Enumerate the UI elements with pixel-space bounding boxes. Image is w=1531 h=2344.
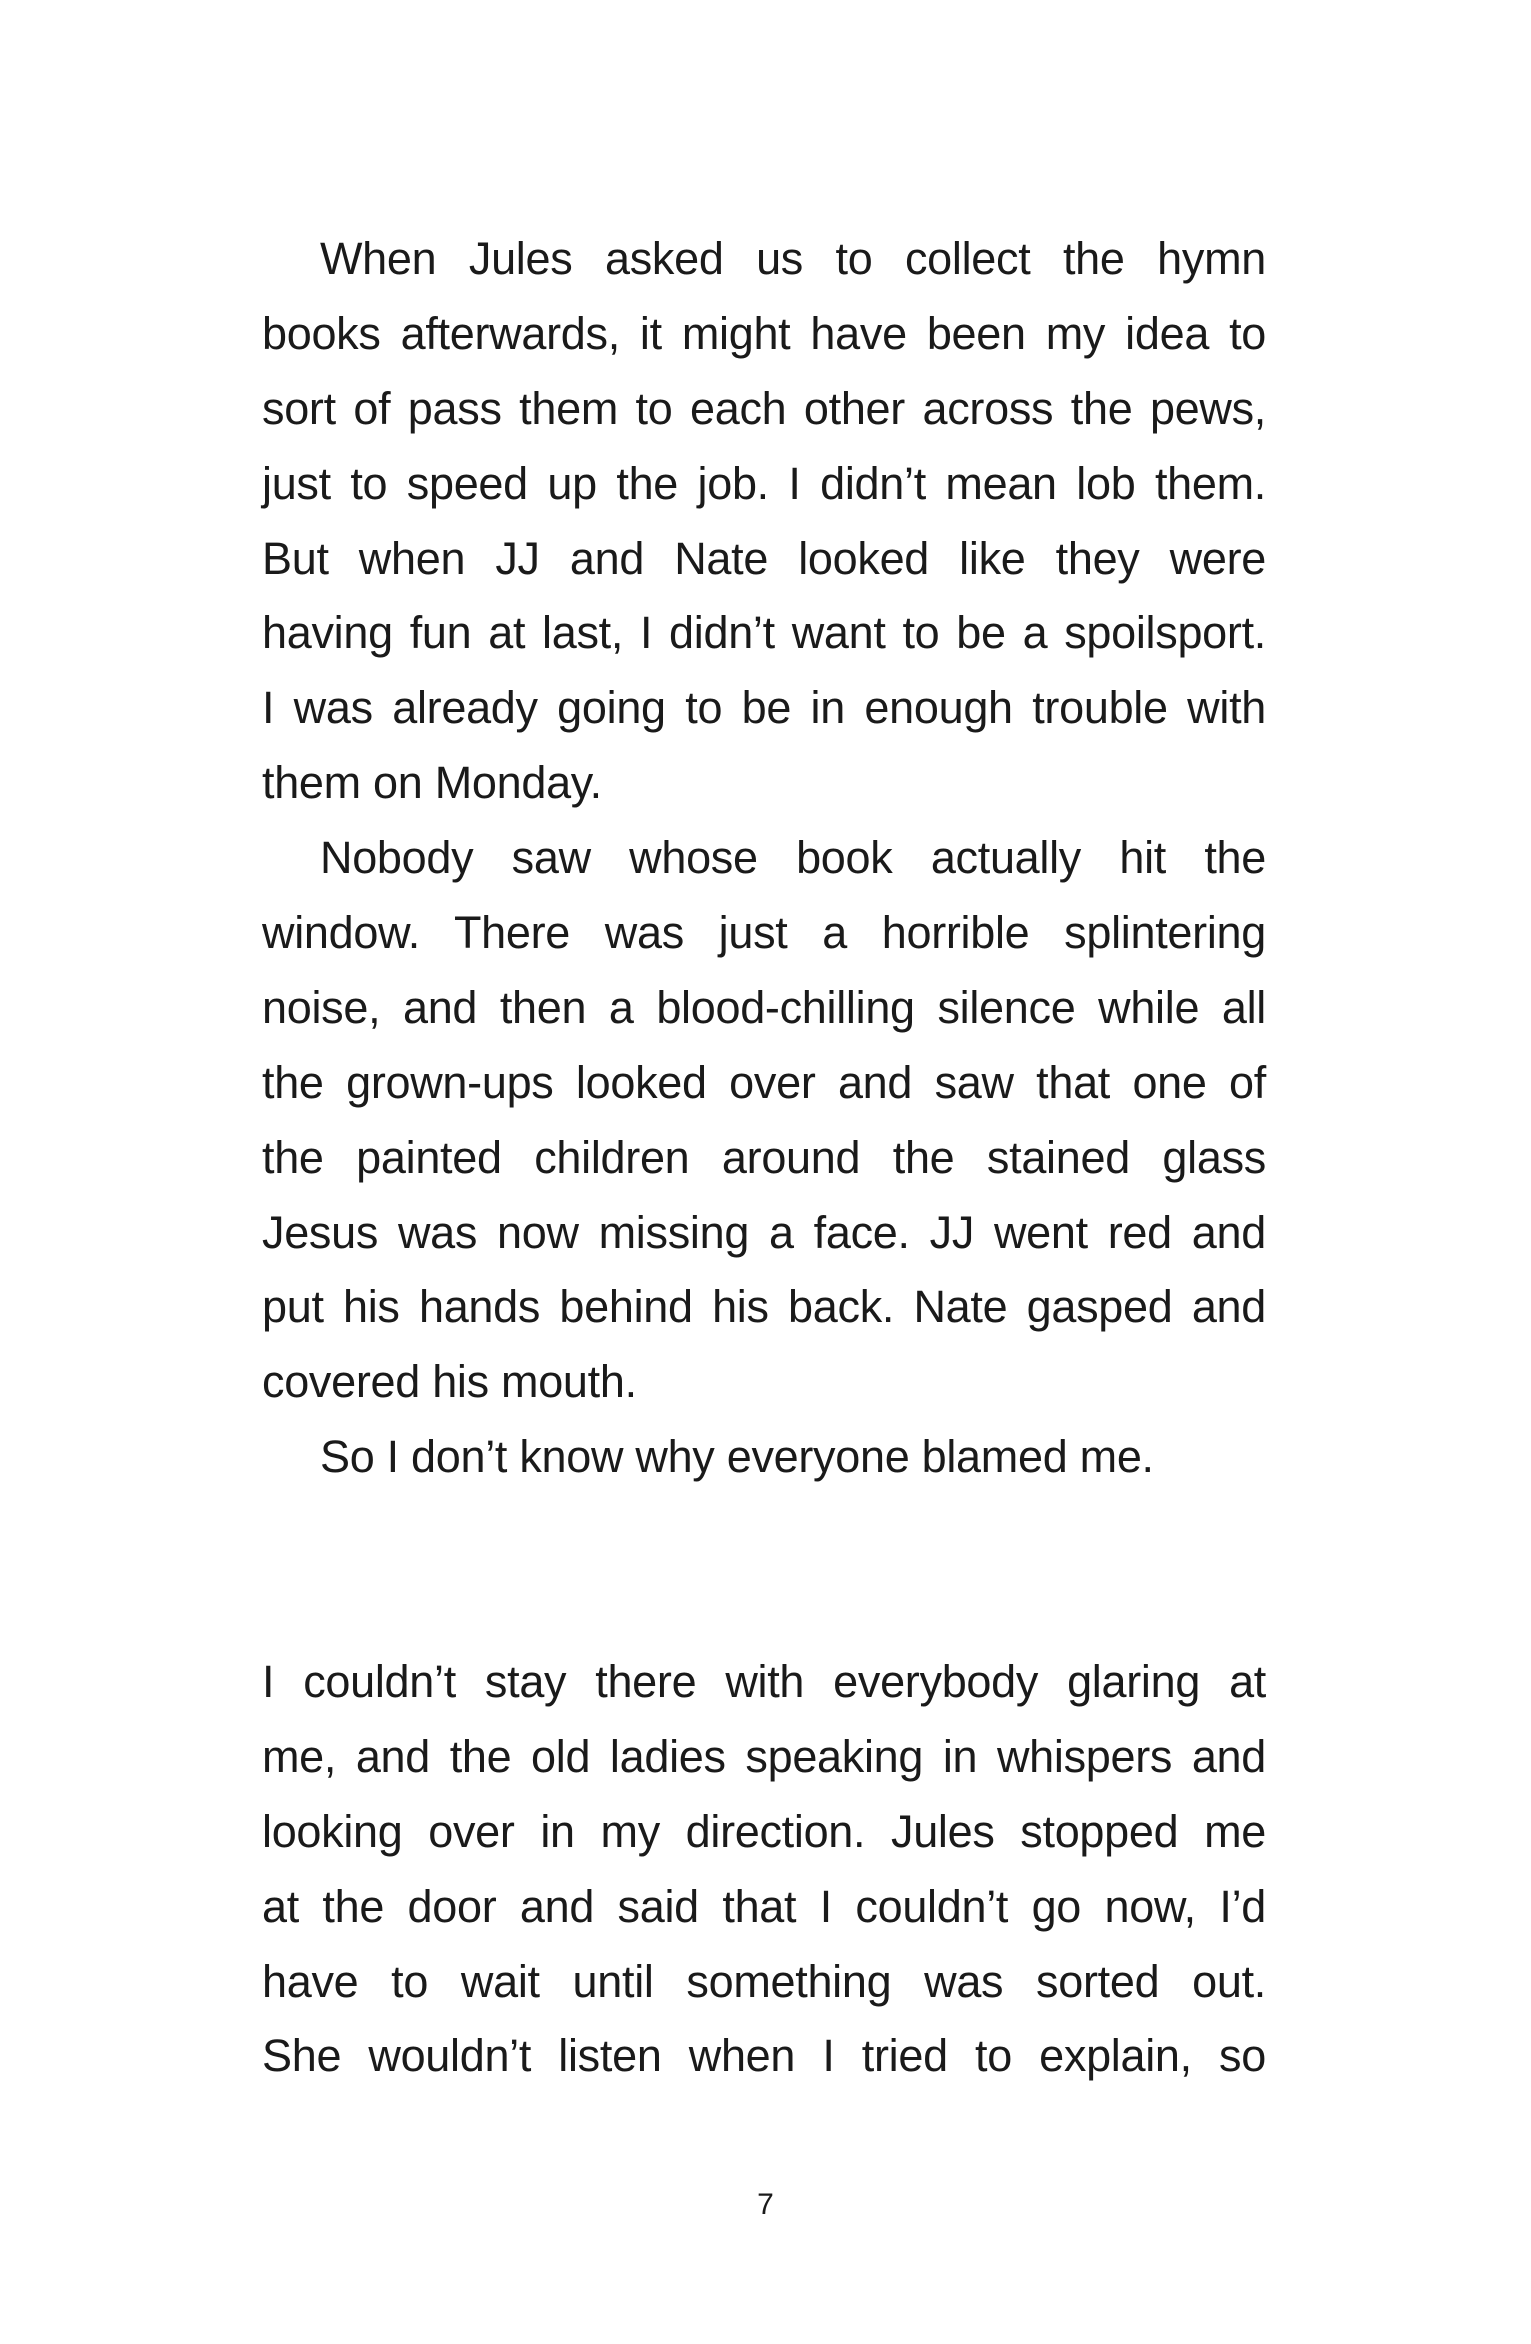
paragraph	[262, 821, 1266, 1420]
text-line: But when JJ and Nate looked like they were	[262, 532, 1266, 584]
text-line: Nobody saw whose book actually hit the	[320, 832, 1266, 884]
text-line: me, and the old ladies speaking in whispers and	[262, 1730, 1266, 1782]
text-line: put his hands behind his back. Nate gasped and	[262, 1281, 1266, 1333]
page-number: 7	[757, 2188, 774, 2221]
text-line: books afterwards, it might have been my idea to	[262, 307, 1266, 359]
text-line: sort of pass them to each other across the pews,	[262, 382, 1266, 434]
text-line: window. There was just a horrible splintering	[262, 907, 1266, 959]
text-line: noise, and then a blood-chilling silence while all	[262, 981, 1266, 1033]
text-line: having fun at last, I didn’t want to be a spoilsport.	[262, 607, 1266, 659]
text-line: I couldn’t stay there with everybody glaring at	[262, 1655, 1266, 1707]
text-line: the grown-ups looked over and saw that one of	[262, 1056, 1266, 1108]
body-text	[262, 222, 1266, 2094]
text-line: them on Monday.	[262, 757, 602, 809]
text-line: When Jules asked us to collect the hymn	[320, 233, 1266, 284]
text-line: I was already going to be in enough trouble with	[262, 682, 1266, 734]
section-break	[262, 1495, 1266, 1645]
text-line: covered his mouth.	[262, 1356, 637, 1408]
paragraph	[262, 222, 1266, 821]
paragraph	[262, 1420, 1266, 1495]
paragraph	[262, 1645, 1266, 2094]
text-line: just to speed up the job. I didn’t mean lob them.	[262, 457, 1266, 509]
text-line: So I don’t know why everyone blamed me.	[320, 1431, 1154, 1483]
text-line: Jesus was now missing a face. JJ went red and	[262, 1206, 1266, 1258]
text-line: She wouldn’t listen when I tried to explain, so	[262, 2030, 1266, 2082]
text-line: at the door and said that I couldn’t go now, I’d	[262, 1880, 1266, 1932]
text-line: have to wait until something was sorted out.	[262, 1955, 1266, 2007]
text-line: looking over in my direction. Jules stopped me	[262, 1805, 1266, 1857]
text-line: the painted children around the stained glass	[262, 1131, 1266, 1183]
